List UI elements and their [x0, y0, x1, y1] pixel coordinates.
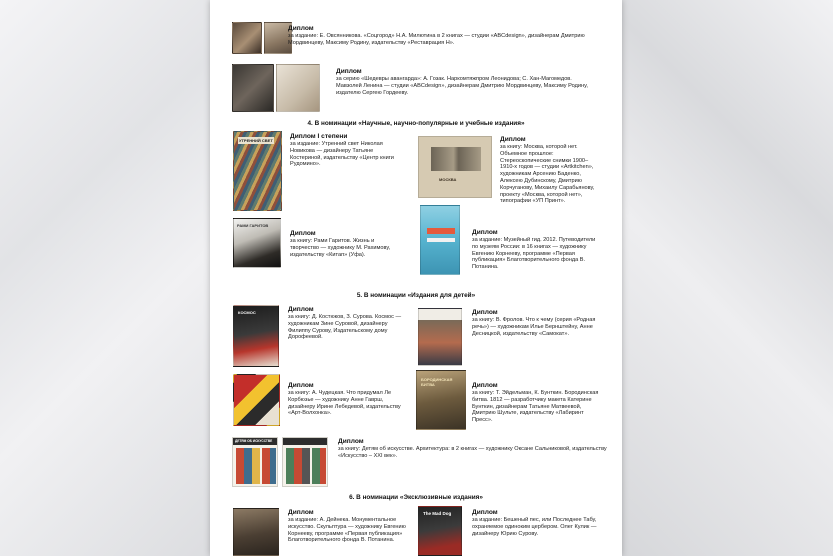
award-entry-8	[472, 309, 600, 337]
award-entry-6	[472, 229, 600, 271]
award-title: Диплом	[472, 309, 498, 316]
award-title: Диплом	[500, 136, 526, 143]
section-heading-6: 6. В номинации «Эксклюзивные издания»	[349, 494, 483, 501]
cover-title: УТРЕННИЙ СВЕТ	[239, 138, 273, 143]
award-entry-7	[288, 306, 406, 341]
award-description: за издание: Музейный гид. 2012. Путеводители по музеям России: в 16 книгах — художнику Евгению Корнееву, программе «Первая публикация» Благотворительного фонда В. Потанина.	[472, 237, 596, 271]
cover-stripe	[427, 238, 455, 242]
cover-grid	[286, 448, 326, 484]
award-description: за книгу: Москва, которой нет. Объемное прошлое: Стереоскопические снимки 1900–1910-х годов — студии «Artkitchen», художникам Арсению Баденко, Алексею Дубинскому, Дмитрию Корчуганову, Михаилу Сарабьянову, проекту «Москва, которой нет», типографии «УП Принт».	[500, 144, 595, 205]
background-right	[622, 0, 833, 556]
cover-header	[283, 438, 328, 445]
award-description: за серию «Шедевры авангарда»: А. Гозак. Наркомтяжпром Леонидова; С. Хан-Магомедов. Мавзолей Ленина — студии «ABCdesign», дизайнерам Дмитрию Мордвинцеву, Максиму Родину, издателю Сергею Гордееву.	[336, 76, 588, 96]
book-cover-narkomtyazhprom	[232, 64, 274, 112]
book-cover-kosmos	[233, 305, 279, 367]
book-cover-detyam-ob-iskusstve-2	[282, 437, 328, 487]
cover-grid	[236, 448, 276, 484]
award-description: за книгу: Рами Гаритов. Жизнь и творчество — художнику М. Рахимову, издательству «Китап» (Уфа).	[290, 238, 391, 258]
award-title: Диплом	[472, 509, 498, 516]
award-title: Диплом	[288, 509, 314, 516]
award-description: за книгу: В. Фролов. Что к чему (серия «Родная речь») — художникам Илье Бернштейну, Анне Десницкой, издательству «Самокат».	[472, 317, 596, 337]
award-entry-13	[472, 509, 600, 537]
cover-title: БОРОДИНСКАЯ БИТВА	[421, 377, 453, 387]
award-description: за книгу: Т. Эйдельман, К. Бунткин. Бородинская битва. 1812 — разработчику макета Катерине Бунткин, дизайнерам Татьяне Матвеевой, Дмитрию Шульте, издательству «Лабиринт Пресс».	[472, 390, 599, 424]
award-title: Диплом	[338, 438, 364, 445]
award-title: Диплом	[288, 382, 314, 389]
book-cover-le-korbyuzie	[233, 374, 280, 426]
award-entry-9	[288, 382, 406, 417]
award-description: за издание: Утренний свет Николая Новикова — дизайнеру Татьяне Костериной, издательству «Центр книги Рудомино».	[290, 141, 394, 168]
award-title: Диплом I степени	[290, 133, 348, 140]
book-cover-besheniy-pes	[418, 506, 462, 556]
award-entry-5	[290, 230, 402, 258]
background-left	[0, 0, 210, 556]
award-description: за издание: А. Дейнека. Монументальное искусство. Скульптура — художнику Евгению Корнееву, программе «Первая публикация» Благотворительного фонда В. Потанина.	[288, 517, 406, 544]
award-description: за издание: Е. Овсянникова. «Соцгород» Н.А. Милютина в 2 книгах — студии «ABCdesign», дизайнерам Дмитрию Мордвинцеву, Максиму Родину, издательству «Реставрация Н».	[288, 33, 585, 46]
award-title: Диплом	[336, 68, 362, 75]
book-cover-mavzoley	[276, 64, 320, 112]
book-cover-utrenniy-svet	[233, 131, 282, 211]
award-title: Диплом	[472, 229, 498, 236]
book-cover-moskva-kotoroy-net	[418, 136, 492, 198]
award-title: Диплом	[288, 25, 314, 32]
cover-title: The Mad Dog	[423, 511, 452, 516]
award-entry-1	[288, 25, 610, 47]
cover-stripe	[427, 228, 455, 234]
book-cover-borodinskaya-bitva	[416, 370, 466, 430]
award-description: за издание: Бешеный пес, или Последнее Табу, охраняемое одиноким цербером. Олег Кулик — дизайнеру Юрию Сурову.	[472, 517, 597, 537]
book-cover-deyneka	[233, 508, 279, 556]
award-description: за книгу: Детям об искусстве. Архитектура: в 2 книгах — художнику Оксане Сальниковой, издательству «Искусство – XXI век».	[338, 446, 607, 459]
cover-title: ДЕТЯМ ОБ ИСКУССТВЕ	[235, 439, 273, 443]
book-cover-rami-garitov	[233, 218, 281, 268]
section-heading-5: 5. В номинации «Издания для детей»	[356, 292, 476, 299]
book-cover-muzeyniy-gid	[420, 205, 460, 275]
stereo-photo	[431, 147, 481, 171]
award-entry-3	[290, 133, 400, 168]
award-entry-10	[472, 382, 600, 424]
award-description: за книгу: А. Чудецкая. Что придумал Ле Корбюзье — художнику Анне Гаврш, дизайнеру Ирине Лебедевой, издательству «Арт-Волхонка».	[288, 390, 401, 417]
section-heading-4: 4. В номинации «Научные, научно-популярные и учебные издания»	[307, 120, 525, 127]
book-cover-sotsgorod	[232, 22, 262, 54]
award-title: Диплом	[288, 306, 314, 313]
award-title: Диплом	[472, 382, 498, 389]
document-page	[210, 0, 622, 556]
book-cover-detyam-ob-iskusstve-1	[232, 437, 278, 487]
award-entry-11	[338, 438, 608, 460]
award-entry-12	[288, 509, 406, 544]
cover-title: РАМИ ГАРИТОВ	[237, 223, 269, 228]
award-entry-4	[500, 136, 600, 205]
award-description: за книгу: Д. Костюков, З. Сурова. Космос — художникам Зине Суровой, дизайнеру Филиппу Сурову, Издательскому дому Дорофеевой.	[288, 314, 402, 341]
award-title: Диплом	[290, 230, 316, 237]
cover-title: МОСКВА	[439, 177, 457, 182]
award-entry-2	[336, 68, 598, 96]
cover-title: КОСМОС	[238, 310, 256, 315]
book-cover-chto-k-chemu	[418, 308, 462, 366]
